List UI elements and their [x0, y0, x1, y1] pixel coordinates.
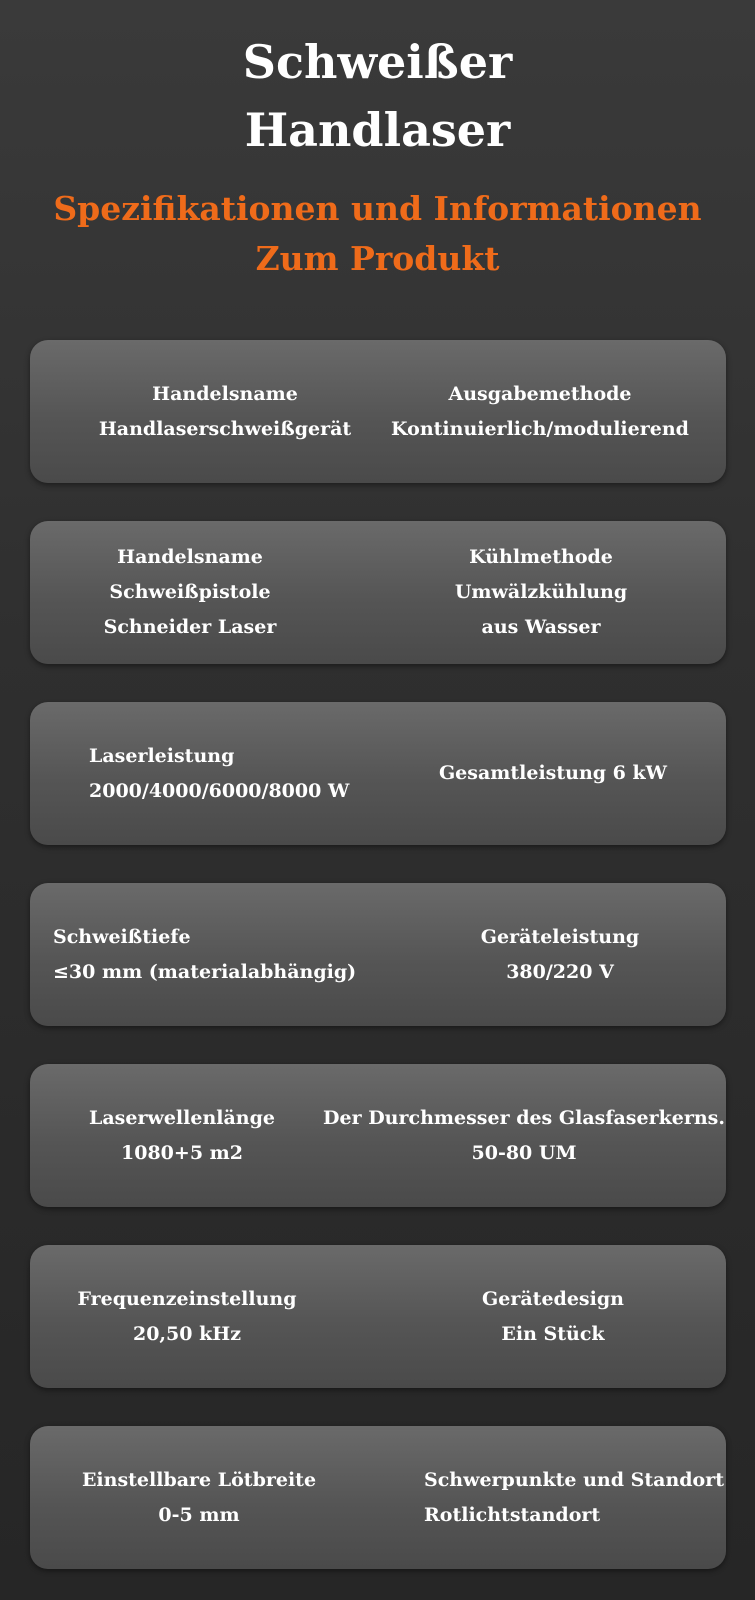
spec-total-power: [403, 702, 703, 845]
spec-label: Einstellbare Lötbreite: [81, 1468, 317, 1491]
spec-value: Schweißpistole: [109, 581, 271, 603]
subtitle-line-2: Zum Produkt: [255, 239, 500, 278]
spec-label: Kühlmethode: [469, 546, 613, 568]
spec-cooling-method: [381, 521, 701, 664]
spec-card-wavelength-fiber: [30, 1064, 726, 1207]
spec-value: Rotlichtstandort: [424, 1503, 601, 1526]
spec-value: 1080+5 m2: [121, 1141, 243, 1164]
spec-card-gun-cooling: [30, 521, 726, 664]
spec-value: Handlaserschweißgerät: [98, 417, 352, 440]
spec-label: Laserleistung: [89, 744, 235, 767]
title-line-2: Handlaser: [244, 103, 511, 157]
spec-fiber-core-diameter: [323, 1064, 725, 1207]
page-title: [0, 28, 755, 164]
spec-card-frequency-design: [30, 1245, 726, 1388]
spec-output-method: [375, 340, 705, 483]
spec-label: Geräteleistung: [480, 925, 640, 948]
spec-value: 50-80 UM: [471, 1141, 577, 1164]
spec-value: Schneider Laser: [103, 616, 277, 638]
spec-label: Frequenzeinstellung: [77, 1287, 297, 1310]
spec-welding-depth: [53, 883, 373, 1026]
spec-value: aus Wasser: [481, 616, 601, 638]
spec-value: ≤30 mm (materialabhängig): [53, 960, 357, 983]
spec-value: 2000/4000/6000/8000 W: [89, 779, 350, 802]
spec-label: Handelsname: [117, 546, 263, 568]
spec-value: 20,50 kHz: [132, 1322, 242, 1345]
spec-value: Gesamtleistung 6 kW: [438, 762, 668, 784]
spec-welding-gun: [30, 521, 350, 664]
spec-device-power: [410, 883, 710, 1026]
spec-label: Ausgabemethode: [448, 382, 632, 405]
spec-value: 380/220 V: [506, 960, 614, 983]
spec-value: Ein Stück: [501, 1322, 605, 1345]
title-line-1: Schweißer: [242, 35, 513, 89]
spec-device-design: [403, 1245, 703, 1388]
spec-laser-power: [89, 702, 389, 845]
spec-value: 0-5 mm: [158, 1503, 240, 1526]
spec-laser-wavelength: [30, 1064, 334, 1207]
spec-card-laser-power: [30, 702, 726, 845]
spec-label: Laserwellenlänge: [89, 1106, 275, 1129]
spec-frequency: [30, 1245, 344, 1388]
spec-value: Kontinuierlich/modulierend: [391, 417, 689, 440]
spec-label: Handelsname: [152, 382, 298, 405]
page-subtitle: [0, 184, 755, 284]
spec-card-depth-voltage: [30, 883, 726, 1026]
spec-label: Gerätedesign: [482, 1287, 624, 1310]
spec-card-width-focus: [30, 1426, 726, 1569]
spec-label: Der Durchmesser des Glasfaserkerns.: [323, 1106, 725, 1129]
spec-solder-width: [40, 1426, 358, 1569]
spec-label: Schwerpunkte und Standort: [424, 1468, 725, 1491]
spec-trade-name: [60, 340, 390, 483]
spec-focus-location: [424, 1426, 725, 1569]
spec-card-trade-name-output: [30, 340, 726, 483]
subtitle-line-1: Spezifikationen und Informationen: [53, 189, 702, 228]
spec-label: Schweißtiefe: [53, 925, 191, 948]
spec-value: Umwälzkühlung: [454, 581, 628, 603]
